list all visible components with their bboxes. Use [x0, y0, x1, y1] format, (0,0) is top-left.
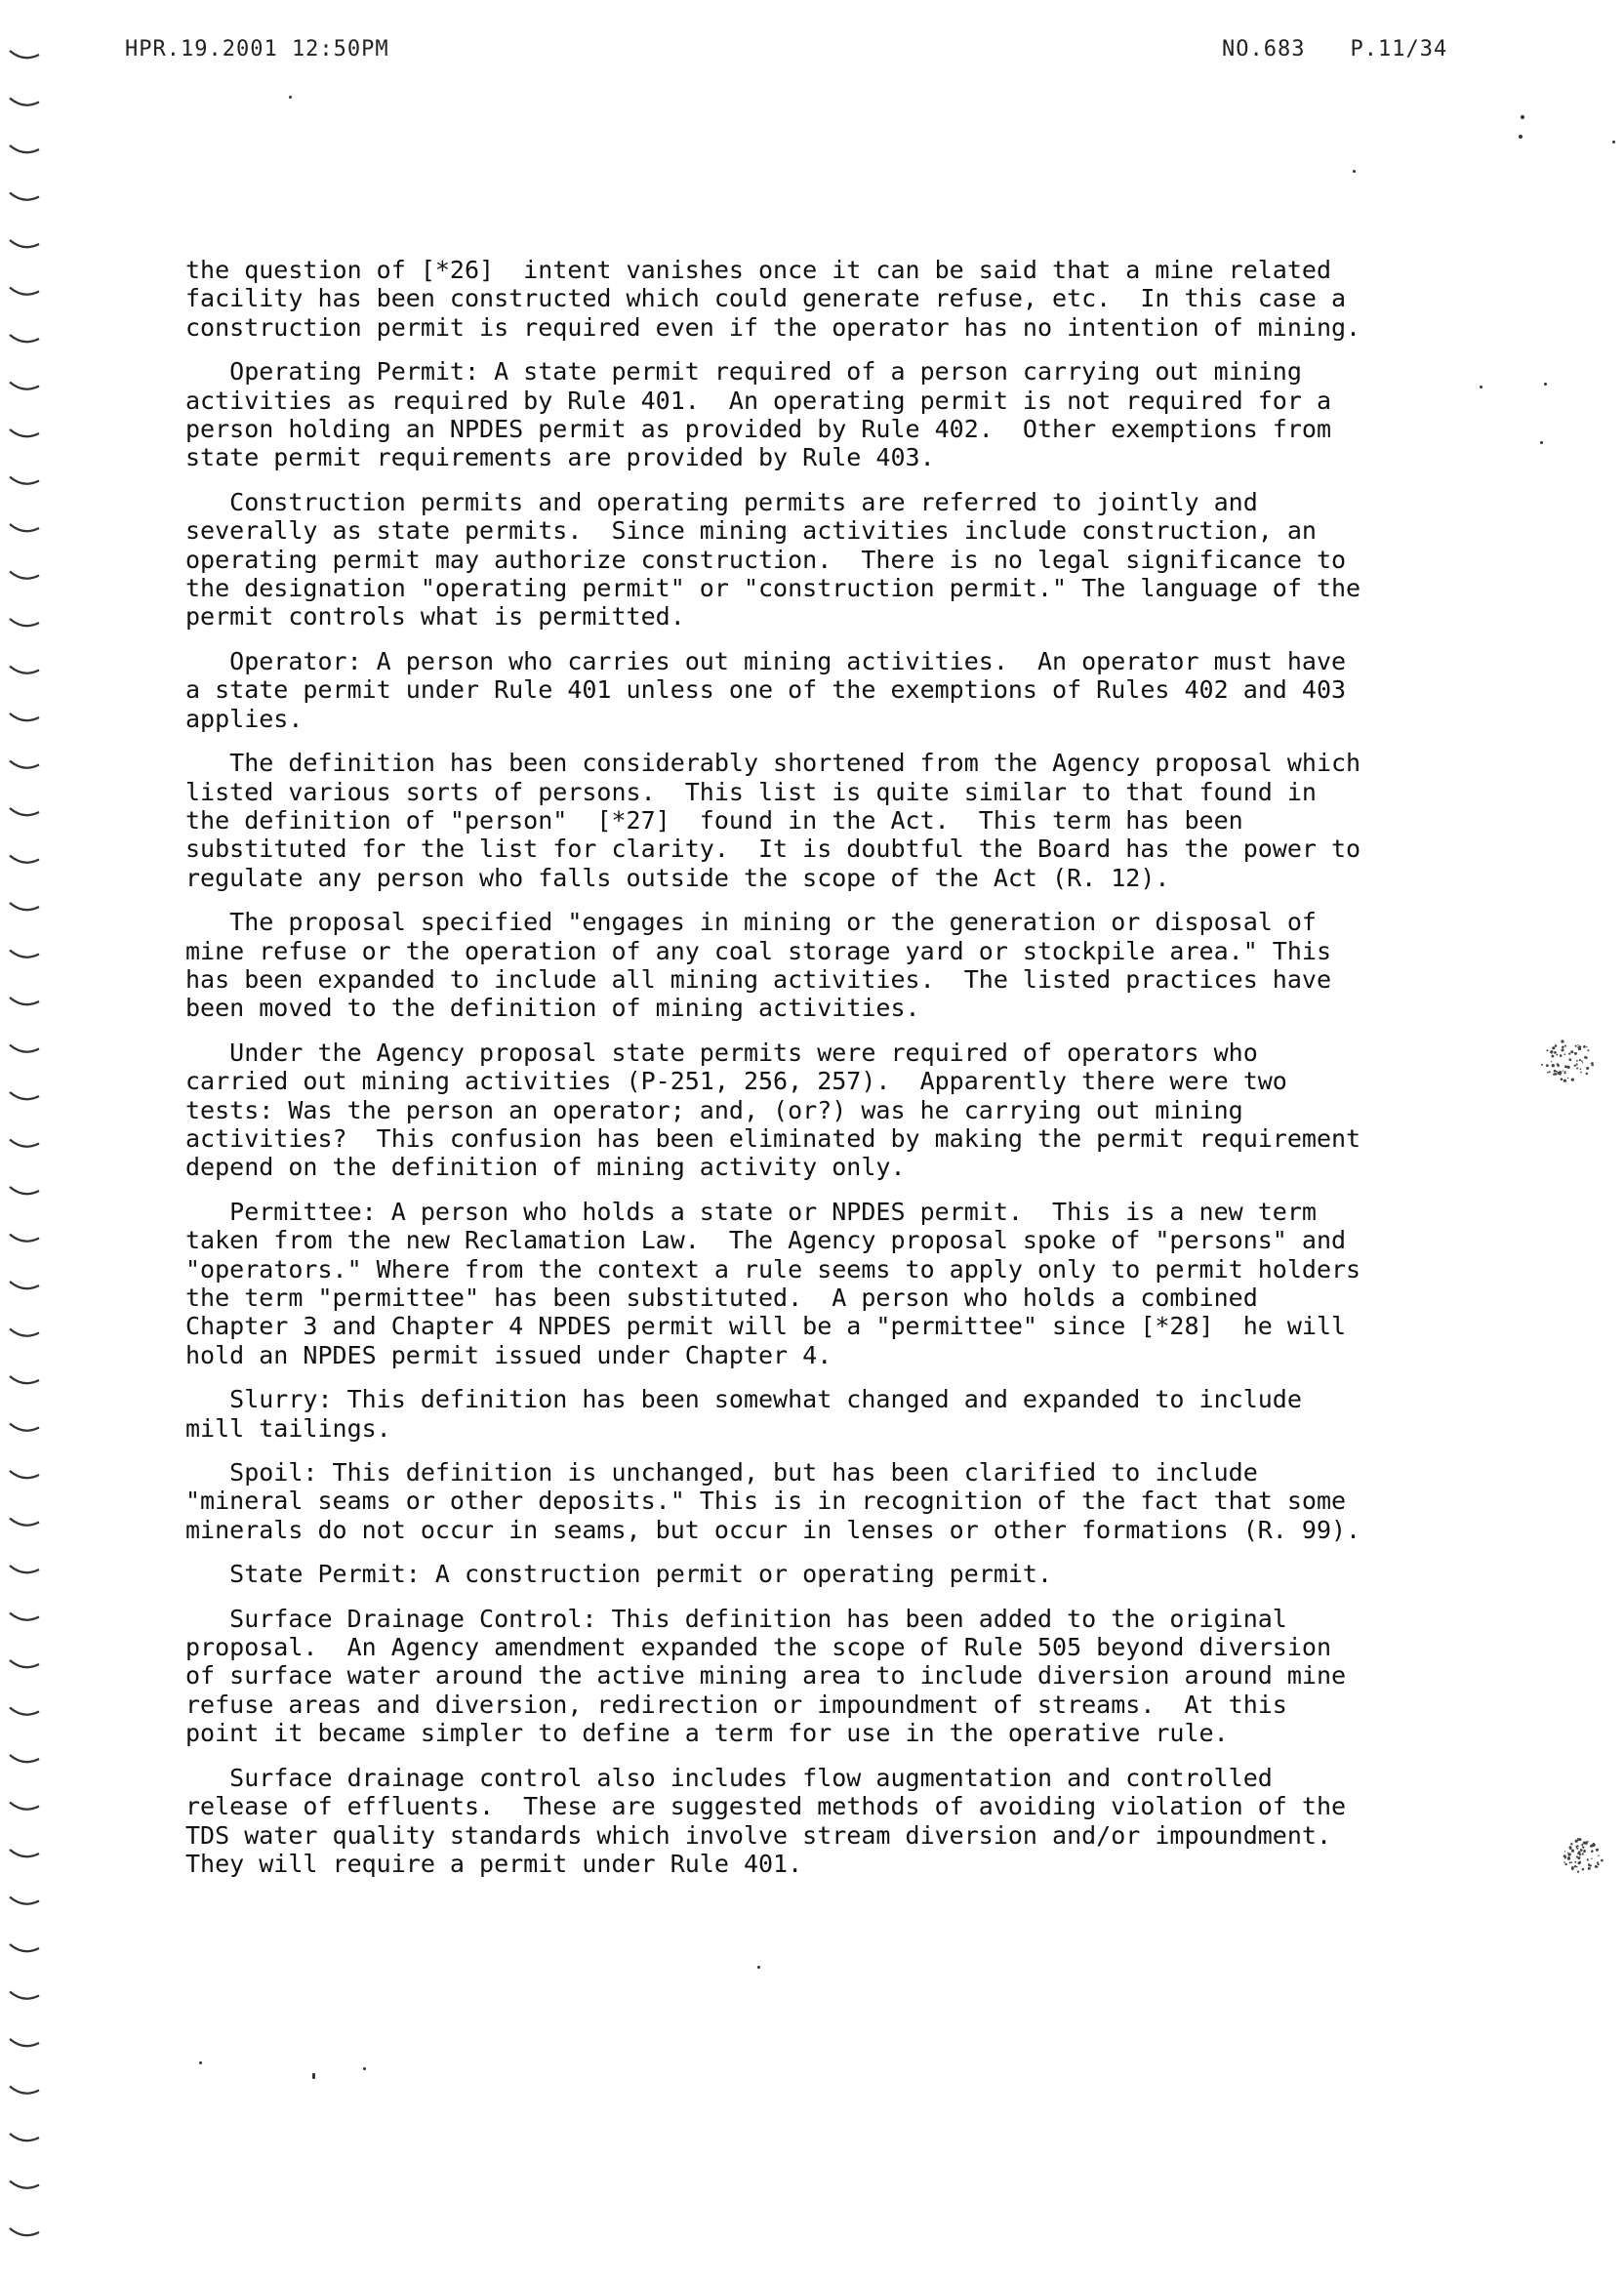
- binder-hole-arc: [10, 2181, 39, 2188]
- text-line: The proposal specified "engages in mining or the generation or disposal of: [185, 908, 1317, 937]
- noise-dot: [1567, 1853, 1568, 1854]
- noise-dot: [1593, 1844, 1596, 1847]
- noise-dot: [1598, 1854, 1600, 1856]
- binder-hole-arc: [10, 1045, 39, 1052]
- noise-dot: [1565, 1856, 1566, 1857]
- binder-hole-arc: [10, 429, 39, 436]
- binder-hole-arc: [10, 1187, 39, 1194]
- noise-dot: [1568, 1058, 1571, 1061]
- noise-dot: [1555, 1073, 1558, 1076]
- noise-dot: [1576, 1845, 1578, 1847]
- noise-dot: [1564, 1065, 1567, 1068]
- paragraph: [185, 749, 1474, 892]
- text-line: proposal. An Agency amendment expanded the scope of Rule 505 beyond diversion: [185, 1633, 1331, 1662]
- paragraph: [185, 1458, 1474, 1544]
- noise-dot: [1561, 1078, 1563, 1080]
- noise-dot: [1567, 1078, 1568, 1079]
- noise-dot: [1571, 1866, 1574, 1869]
- noise-dot: [1588, 1864, 1591, 1867]
- text-line: "mineral seams or other deposits." This is in recognition of the fact that some: [185, 1487, 1347, 1516]
- noise-dot: [1564, 1045, 1566, 1047]
- noise-dot: [1581, 1060, 1583, 1062]
- noise-dot: [1560, 1054, 1563, 1057]
- scan-speck: [363, 2067, 366, 2070]
- text-line: Chapter 3 and Chapter 4 NPDES permit will be a "permittee" since [*28] he will: [185, 1312, 1347, 1341]
- binder-hole-arc: [10, 998, 39, 1004]
- text-line: activities as required by Rule 401. An operating permit is not required for a: [185, 386, 1331, 415]
- paragraph: [185, 1560, 1474, 1588]
- noise-dot: [1571, 1861, 1573, 1863]
- binder-hole-arc: [10, 1708, 39, 1715]
- noise-dot: [1591, 1062, 1593, 1064]
- text-line: Slurry: This definition has been somewhat changed and expanded to include: [185, 1385, 1302, 1414]
- text-line: listed various sorts of persons. This list is quite similar to that found in: [185, 777, 1317, 806]
- binder-hole-arc: [10, 2228, 39, 2235]
- noise-dot: [1552, 1064, 1555, 1067]
- text-line: tests: Was the person an operator; and, (or?) was he carrying out mining: [185, 1095, 1243, 1124]
- text-line: The definition has been considerably shortened from the Agency proposal which: [185, 749, 1361, 778]
- text-line: "operators." Where from the context a rule seems to apply only to permit holders: [185, 1254, 1361, 1284]
- noise-dot: [1574, 1865, 1576, 1867]
- noise-dot: [1583, 1045, 1586, 1048]
- text-line: been moved to the definition of mining activities.: [185, 994, 920, 1023]
- text-line: regulate any person who falls outside the scope of the Act (R. 12).: [185, 863, 1170, 892]
- noise-dot: [1576, 1855, 1578, 1857]
- binder-holes: [0, 39, 59, 2255]
- paragraph: [185, 1198, 1474, 1369]
- text-line: Surface Drainage Control: This definition has been added to the original: [185, 1604, 1287, 1633]
- paragraph: [185, 908, 1474, 1023]
- text-line: hold an NPDES permit issued under Chapter 4.: [185, 1340, 832, 1369]
- text-line: release of effluents. These are suggested methods of avoiding violation of the: [185, 1792, 1347, 1821]
- text-line: depend on the definition of mining activity only.: [185, 1153, 906, 1182]
- text-line: mill tailings.: [185, 1413, 391, 1443]
- text-line: state permit requirements are provided by Rule 403.: [185, 443, 935, 472]
- noise-dot: [1561, 1039, 1563, 1042]
- text-line: person holding an NPDES permit as provided by Rule 402. Other exemptions from: [185, 415, 1331, 444]
- noise-dot: [1583, 1851, 1586, 1854]
- paragraph: [185, 1764, 1474, 1879]
- binder-hole-arc: [10, 240, 39, 247]
- text-line: permit controls what is permitted.: [185, 602, 685, 632]
- scan-speck: [1519, 135, 1522, 139]
- binder-hole-arc: [10, 1944, 39, 1951]
- binder-hole-arc: [10, 856, 39, 863]
- noise-dot: [1550, 1050, 1553, 1053]
- noise-dot: [1596, 1866, 1598, 1868]
- text-line: taken from the new Reclamation Law. The Agency proposal spoke of "persons" and: [185, 1226, 1347, 1255]
- noise-dot: [1563, 1072, 1565, 1074]
- binder-hole-arc: [10, 2039, 39, 2046]
- binder-hole-arc: [10, 335, 39, 342]
- text-line: point it became simpler to define a term for use in the operative rule.: [185, 1719, 1229, 1748]
- text-line: TDS water quality standards which involve stream diversion and/or impoundment.: [185, 1820, 1331, 1850]
- binder-hole-arc: [10, 2087, 39, 2094]
- binder-hole-arc: [10, 383, 39, 389]
- text-line: State Permit: A construction permit or operating permit.: [185, 1560, 1053, 1589]
- binder-hole-arc: [10, 193, 39, 200]
- text-line: Surface drainage control also includes flow augmentation and controlled: [185, 1763, 1273, 1792]
- paragraph: [185, 647, 1474, 733]
- noise-dot: [1556, 1054, 1558, 1056]
- noise-dot: [1582, 1868, 1585, 1871]
- binder-hole-arc: [10, 1471, 39, 1478]
- binder-hole-arc: [10, 619, 39, 626]
- binder-hole-arc: [10, 51, 39, 58]
- binder-hole-arc: [10, 145, 39, 152]
- scan-speck: [757, 1966, 760, 1969]
- text-line: carried out mining activities (P-251, 256, 257). Apparently there were two: [185, 1067, 1287, 1096]
- scan-speck: [1544, 383, 1547, 386]
- binder-hole-arc: [10, 1755, 39, 1762]
- noise-dot: [1551, 1055, 1554, 1058]
- noise-dot: [1554, 1070, 1557, 1073]
- noise-dot: [1591, 1857, 1592, 1858]
- noise-dot: [1580, 1072, 1582, 1074]
- noise-dot: [1559, 1071, 1562, 1074]
- binder-hole-arc: [10, 1850, 39, 1856]
- noise-dot: [1564, 1863, 1566, 1865]
- noise-dot: [1576, 1064, 1578, 1066]
- binder-hole-arc: [10, 2134, 39, 2140]
- text-line: the term "permittee" has been substituted. A person who holds a combined: [185, 1284, 1258, 1312]
- text-line: facility has been constructed which could generate refuse, etc. In this case a: [185, 284, 1347, 313]
- noise-dot: [1555, 1044, 1558, 1047]
- noise-dot: [1579, 1838, 1582, 1841]
- text-line: the definition of "person" [*27] found in the Act. This term has been: [185, 805, 1243, 835]
- noise-dot: [1580, 1849, 1582, 1851]
- binder-hole-arc: [10, 1897, 39, 1904]
- scan-speck: [1540, 441, 1543, 444]
- binder-hole-arc: [10, 667, 39, 673]
- noise-dot: [1588, 1867, 1591, 1870]
- scan-speck: [1353, 170, 1356, 173]
- noise-dot: [1587, 1049, 1589, 1051]
- noise-dot: [1579, 1854, 1581, 1855]
- binder-hole-arc: [10, 713, 39, 720]
- noise-dot: [1546, 1049, 1548, 1051]
- noise-dot: [1547, 1072, 1549, 1074]
- text-line: mine refuse or the operation of any coal storage yard or stockpile area." This: [185, 936, 1331, 965]
- noise-dot: [1575, 1045, 1577, 1047]
- noise-dot: [1576, 1848, 1578, 1850]
- binder-hole-arc: [10, 1282, 39, 1288]
- text-line: Operator: A person who carries out mining activities. An operator must have: [185, 646, 1347, 675]
- binder-hole-arc: [10, 1424, 39, 1431]
- noise-dot: [1591, 1850, 1594, 1853]
- scan-speck: [1480, 386, 1482, 388]
- noise-dot: [1587, 1841, 1589, 1843]
- text-line: the designation "operating permit" or "construction permit." The language of the: [185, 574, 1361, 603]
- noise-dot: [1574, 1052, 1577, 1055]
- noise-dot: [1570, 1843, 1572, 1845]
- binder-hole-arc: [10, 1140, 39, 1147]
- noise-dot: [1564, 1851, 1565, 1852]
- text-line: has been expanded to include all mining activities. The listed practices have: [185, 964, 1331, 994]
- text-line: substituted for the list for clarity. It is doubtful the Board has the power to: [185, 835, 1361, 864]
- paragraph: [185, 1039, 1474, 1182]
- noise-dot: [1577, 1046, 1578, 1047]
- text-line: Operating Permit: A state permit required of a person carrying out mining: [185, 357, 1302, 387]
- noise-dot: [1601, 1859, 1604, 1862]
- noise-dot: [1582, 1847, 1584, 1849]
- noise-dot: [1571, 1850, 1574, 1853]
- noise-dot: [1580, 1068, 1582, 1070]
- noise-dot: [1577, 1871, 1579, 1873]
- noise-dot: [1563, 1053, 1565, 1055]
- text-line: of surface water around the active mining area to include diversion around mine: [185, 1661, 1347, 1691]
- noise-dot: [1586, 1046, 1587, 1047]
- noise-dot: [1581, 1844, 1583, 1846]
- noise-dot: [1576, 1068, 1578, 1070]
- noise-dot: [1574, 1065, 1576, 1067]
- noise-dot: [1563, 1861, 1565, 1863]
- binder-hole-arc: [10, 1613, 39, 1620]
- paragraph: [185, 1385, 1474, 1443]
- paragraph: [185, 357, 1474, 472]
- noise-dot: [1556, 1071, 1558, 1073]
- noise-dot: [1577, 1838, 1579, 1840]
- noise-dot: [1541, 1064, 1543, 1066]
- binder-hole-arc: [10, 1660, 39, 1667]
- page-number: P.11/34: [1350, 37, 1448, 61]
- noise-dot: [1569, 1861, 1571, 1863]
- document-body: [185, 256, 1474, 1894]
- noise-dot: [1596, 1849, 1599, 1852]
- noise-dot: [1557, 1063, 1559, 1065]
- binder-hole-arc: [10, 1092, 39, 1099]
- fax-header-page-info: [1222, 37, 1447, 61]
- noise-dot: [1597, 1861, 1599, 1863]
- text-line: severally as state permits. Since mining activities include construction, an: [185, 516, 1317, 546]
- noise-dot: [1574, 1861, 1576, 1863]
- text-line: applies.: [185, 704, 304, 733]
- text-line: Under the Agency proposal state permits were required of operators who: [185, 1038, 1258, 1067]
- text-line: operating permit may authorize construction. There is no legal significance to: [185, 545, 1347, 574]
- text-line: a state permit under Rule 401 unless one of the exemptions of Rules 402 and 403: [185, 675, 1347, 705]
- binder-hole-arc: [10, 903, 39, 910]
- fax-number: NO.683: [1222, 37, 1306, 61]
- text-line: Construction permits and operating permits are referred to jointly and: [185, 487, 1258, 516]
- noise-dot: [1586, 1057, 1588, 1059]
- text-line: minerals do not occur in seams, but occur in lenses or other formations (R. 99).: [185, 1515, 1361, 1544]
- binder-hole-arc: [10, 524, 39, 531]
- noise-dot: [1577, 1044, 1578, 1045]
- binder-hole-arc: [10, 761, 39, 768]
- binder-hole-arc: [10, 951, 39, 958]
- binder-hole-arc: [10, 1566, 39, 1572]
- noise-dot: [1576, 1060, 1578, 1062]
- paragraph: [185, 256, 1474, 342]
- text-line: activities? This confusion has been eliminated by making the permit requirement: [185, 1123, 1361, 1153]
- noise-dot: [1582, 1853, 1584, 1854]
- scan-speck: [312, 2073, 315, 2079]
- noise-dot: [1586, 1073, 1588, 1075]
- fax-header-timestamp: HPR.19.2001 12:50PM: [125, 37, 389, 61]
- noise-dot: [1586, 1067, 1589, 1070]
- noise-dot: [1582, 1062, 1583, 1063]
- noise-dot: [1558, 1066, 1560, 1068]
- noise-dot: [1568, 1856, 1570, 1858]
- noise-dot: [1562, 1045, 1564, 1048]
- paragraph: [185, 1605, 1474, 1748]
- noise-dot: [1570, 1050, 1573, 1053]
- text-line: Permittee: A person who holds a state or NPDES permit. This is a new term: [185, 1197, 1317, 1226]
- noise-dot: [1549, 1071, 1551, 1073]
- text-line: the question of [*26] intent vanishes once it can be said that a mine related: [185, 256, 1331, 284]
- noise-dot: [1587, 1858, 1589, 1860]
- noise-dot: [1568, 1053, 1570, 1055]
- scan-speck: [289, 96, 292, 99]
- binder-hole-arc: [10, 808, 39, 815]
- scan-speck: [199, 2061, 202, 2064]
- binder-hole-arc: [10, 1992, 39, 1999]
- noise-dot: [1571, 1078, 1574, 1080]
- noise-dot: [1566, 1066, 1569, 1069]
- noise-dot: [1578, 1047, 1581, 1050]
- noise-dot: [1567, 1853, 1570, 1855]
- text-line: They will require a permit under Rule 401.: [185, 1849, 803, 1878]
- noise-dot: [1561, 1048, 1563, 1051]
- noise-dot: [1552, 1046, 1555, 1049]
- noise-dot: [1551, 1061, 1552, 1062]
- binder-hole-arc: [10, 99, 39, 105]
- noise-dot: [1563, 1080, 1566, 1082]
- binder-hole-arc: [10, 477, 39, 484]
- noise-dot: [1564, 1071, 1566, 1073]
- noise-dot: [1578, 1851, 1581, 1854]
- binder-hole-arc: [10, 1803, 39, 1810]
- noise-dot: [1578, 1861, 1581, 1864]
- binder-hole-arc: [10, 1235, 39, 1242]
- binder-hole-arc: [10, 1519, 39, 1526]
- scan-speck: [1612, 141, 1615, 143]
- noise-dot: [1575, 1840, 1578, 1843]
- scan-speck: [1521, 115, 1524, 119]
- binder-hole-arc: [10, 1376, 39, 1383]
- noise-dot: [1569, 1848, 1571, 1850]
- text-line: Spoil: This definition is unchanged, but has been clarified to include: [185, 1458, 1258, 1487]
- binder-hole-arc: [10, 288, 39, 295]
- binder-hole-arc: [10, 572, 39, 579]
- text-line: construction permit is required even if the operator has no intention of mining.: [185, 312, 1361, 342]
- noise-dot: [1579, 1059, 1581, 1061]
- paragraph: [185, 488, 1474, 632]
- scan-noise-blot: [1558, 1831, 1606, 1880]
- noise-dot: [1546, 1064, 1549, 1067]
- scan-noise-blot: [1538, 1031, 1597, 1089]
- noise-dot: [1554, 1051, 1557, 1054]
- binder-hole-arc: [10, 1329, 39, 1336]
- text-line: refuse areas and diversion, redirection or impoundment of streams. At this: [185, 1690, 1287, 1719]
